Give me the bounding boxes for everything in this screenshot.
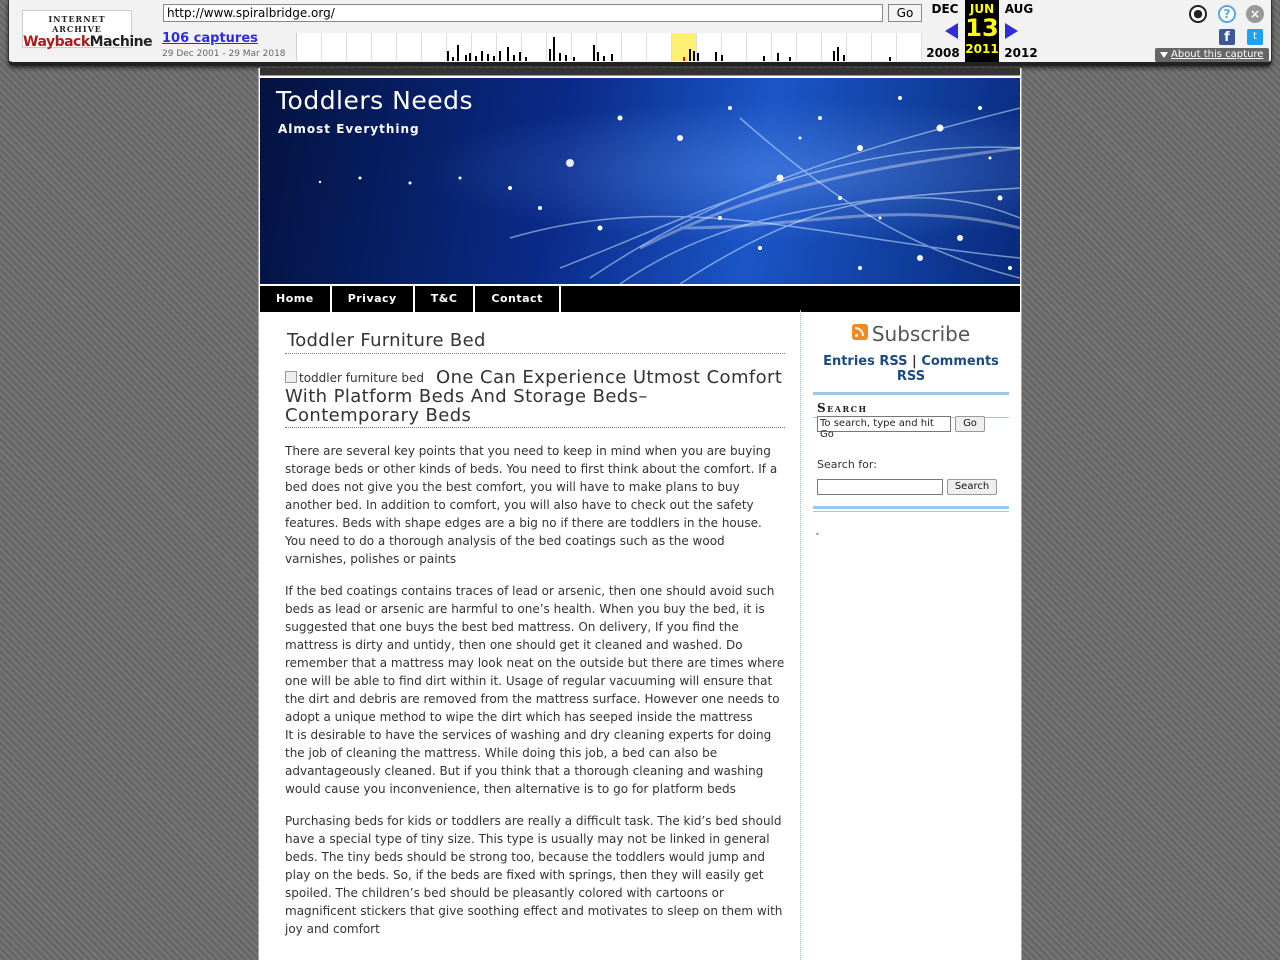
sparkline-bar [843,55,845,61]
sidebar-rule [813,506,1009,509]
sparkline-bar [553,37,555,61]
captures-link[interactable]: 106 captures [162,31,258,46]
sparkline-year[interactable] [897,33,922,61]
sidebar [813,310,1009,539]
sparkline-year[interactable] [697,33,722,61]
site-header [260,78,1020,284]
sparkline-year[interactable] [372,33,397,61]
user-icon[interactable]: ● [1189,5,1207,23]
sparkline-bar [447,51,449,61]
sparkline-bar [697,53,699,61]
sparkline-bar [833,51,835,61]
sparkline-bar [597,52,599,61]
sparkline-bar [715,52,717,61]
nav-home[interactable]: Home [260,286,332,312]
current-day: 13 [965,14,999,42]
sparkline-year[interactable] [297,33,322,61]
search-input[interactable]: To search, type and hit Go [817,416,951,432]
current-capture-date [965,0,999,62]
sparkline-year[interactable] [622,33,647,61]
sparkline-bar [603,56,605,61]
post-paragraph: It is desirable to have the services of washing and dry cleaning experts for doing the job of cleaning the mattress. While doing this job, a bed can also be advantageously cleaned. But if you think that a thorough cleaning and washing would cause you inconvenience, then alternative is to go for platform beds [285,728,772,796]
post-paragraph: Purchasing beds for kids or toddlers are really a difficult task. The kid’s bed should have a special type of tiny size. This type is usually may not be linked in general beds. The tiny beds should be strong too, because the toddlers would jump and play on the beds. So, if the beds are fixed with springs, then they will easily get spoiled. The children’s bed should be pleasantly colored with cartoons or magnificent stickers that give soothing effect and motivates to sleep on them with joy and comfort [285,814,783,936]
sparkline-bar [519,52,521,61]
top-strip [260,68,1020,76]
site-title[interactable]: Toddlers Needs [276,86,473,115]
post-paragraph: If the bed coatings contains traces of lead or arsenic, then one should avoid such beds as lead or arsenic are harmful to one’s health. When you buy the bed, it is suggested that one buys the best bed mattress. On delivery, If you find the mattress is dirty and untidy, then one should get it cleaned and washed. Do remember that a mattress may look neat on the outside but there are times where one will be able to find dirt within it. Usage of regular vacuuming will ensure that the dirt and debris are removed from the mattress surface. However one needs to adopt a unique method to wipe the dirt which has seeped inside the mattress [285,584,785,724]
sidebar-rule-thin [813,511,1009,512]
feeds-separator: | [912,354,917,369]
captures-range: 29 Dec 2001 - 29 Mar 2018 [162,49,286,59]
sparkline-bar [611,54,613,61]
twitter-icon[interactable]: t [1247,29,1263,45]
about-capture-button[interactable]: About this capture [1155,48,1269,62]
post-title[interactable]: One Can Experience Utmost Comfort With Platform Beds And Storage Beds– Contemporary Beds [285,367,783,426]
wayback-logo-machine: Machine [89,34,153,50]
sparkline-bar [721,55,723,61]
prev-month-label[interactable]: DEC [931,2,959,16]
sparkline-bar [549,49,551,61]
current-year: 2011 [965,42,999,56]
page-title: Toddler Furniture Bed [285,326,785,354]
nav-terms[interactable]: T&C [415,286,476,312]
wayback-logo[interactable] [22,10,153,50]
sparkline-bar [889,57,891,61]
subscribe-heading [813,322,1009,346]
wayback-logo-wayback: Wayback [23,34,90,50]
sparkline-year[interactable] [422,33,447,61]
sparkline-bar [837,47,839,61]
search-button[interactable]: Search [947,479,997,495]
sparkline-bar [465,55,467,61]
search-for-label: Search for: [817,458,877,471]
sparkline-year[interactable] [872,33,897,61]
current-month: JUN [969,2,995,16]
sparkline-bar [493,56,495,61]
sparkline-bar [593,45,595,61]
sparkline-year[interactable] [747,33,772,61]
next-year-label[interactable]: 2012 [1004,46,1038,60]
wayback-toolbar [8,0,1272,66]
sparkline-bar [573,57,575,61]
sparkline-year[interactable] [647,33,672,61]
sparkline-bar [789,57,791,61]
search-heading: Search [813,395,1009,418]
column-divider [800,310,801,960]
wayback-go-button[interactable]: Go [888,4,922,22]
next-capture-arrow-icon[interactable] [1005,23,1018,39]
post-image-placeholder: toddler furniture bed [285,371,424,385]
close-icon[interactable]: × [1246,5,1264,23]
sparkline-bar [475,56,477,61]
next-month-label[interactable]: AUG [1004,2,1034,16]
sparkline-bar [565,55,567,61]
wayback-logo-top: INTERNET ARCHIVE [48,14,106,34]
prev-year-label[interactable]: 2008 [926,46,960,60]
comments-rss-link[interactable]: Comments RSS [896,354,999,384]
main-content [285,326,785,938]
post-header [285,368,785,428]
sparkline-bar [499,51,501,61]
sparkline-bar [525,57,527,61]
sparkline-current-bar [683,57,685,61]
sparkline-bar [487,54,489,61]
help-icon[interactable]: ? [1218,5,1236,23]
site-tagline: Almost Everything [278,122,420,136]
wayback-logo-text [23,34,153,50]
sparkline-bar [693,51,695,61]
sparkline-bar [452,57,454,61]
sparkline-year[interactable] [797,33,822,61]
post-paragraph: There are several key points that you need to keep in mind when you are buying storage beds or other kinds of beds. You need to first think about the comfort. If a bed does not give you the best comfort, you will have to make plans to buy another bed. In addition to comfort, you will also have to check out the safety features. Beds with shape edges are a big no if there are toddlers in the house. You need to do a thorough analysis of the bed coatings such as the wood varnishes, polishes or paints [285,444,778,566]
sparkline-year[interactable] [847,33,872,61]
search-for-input[interactable] [817,479,943,495]
capture-sparkline[interactable] [296,33,921,61]
rss-feeds [813,354,1009,384]
sparkline-bar [469,53,471,61]
site-container [258,68,1022,960]
sparkline-bar [689,49,691,61]
sparkline-bar [481,51,483,61]
sparkline-year[interactable] [347,33,372,61]
search-go-button[interactable]: Go [955,416,985,432]
sparkline-year[interactable] [397,33,422,61]
facebook-icon[interactable]: f [1219,29,1235,45]
sparkline-bar [507,47,509,61]
sparkline-year[interactable] [597,33,622,61]
sparkline-bar [763,56,765,61]
widget-bullet: • [815,530,820,539]
nav-contact[interactable]: Contact [475,286,560,312]
nav-privacy[interactable]: Privacy [332,286,415,312]
entries-rss-link[interactable]: Entries RSS [823,354,908,369]
sparkline-year[interactable] [722,33,747,61]
main-nav [260,284,1020,312]
sparkline-bar [457,45,459,61]
sparkline-bar [559,53,561,61]
wayback-url-input[interactable]: http://www.spiralbridge.org/ [163,4,883,22]
sparkline-bar [777,53,779,61]
rss-icon[interactable] [852,324,868,340]
prev-capture-arrow-icon[interactable] [945,23,958,39]
sparkline-year[interactable] [772,33,797,61]
sparkline-year[interactable] [322,33,347,61]
sparkline-bar [513,55,515,61]
subscribe-label: Subscribe [871,322,971,346]
